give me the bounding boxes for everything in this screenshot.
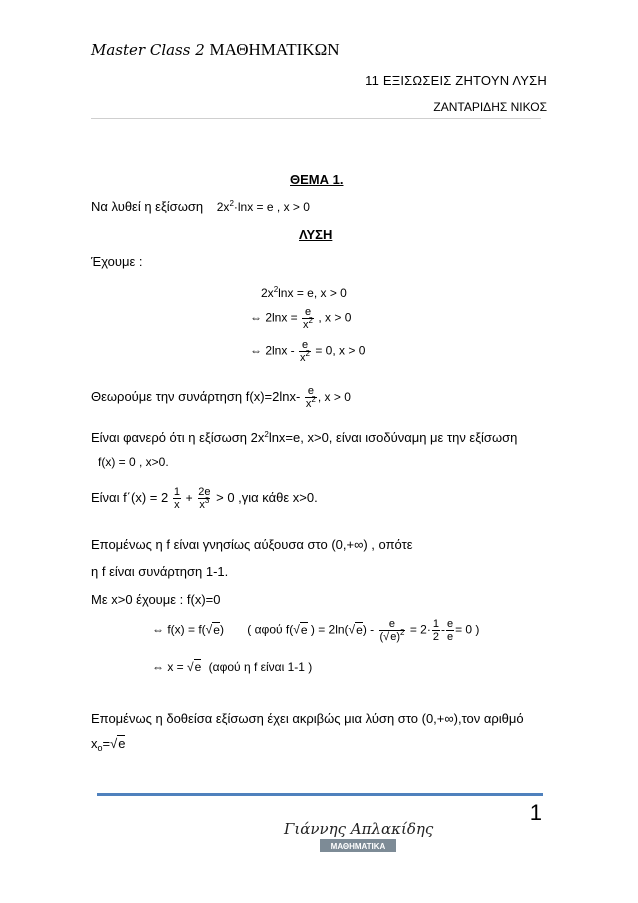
fraction [305, 385, 317, 410]
eq-part: = 2· [409, 622, 431, 637]
radicand: e [300, 622, 308, 637]
footer-divider [97, 793, 543, 796]
radicand: e [118, 736, 126, 751]
den-exp: 2 [311, 395, 316, 404]
eq-part: ) ( αφού f( [219, 622, 294, 637]
frac-num: e [307, 385, 314, 397]
author: ΖΑΝΤΑΡΙΔΗΣ ΝΙΚΟΣ [433, 100, 547, 114]
eq-part: ⇔ 2lnx = [250, 310, 298, 325]
eq-part: = 0 ) [455, 622, 480, 637]
equation-line-2 [152, 660, 312, 674]
sqrt [389, 631, 396, 643]
eq-exp: 2 [273, 285, 279, 294]
conclusion-line: Επομένως η δοθείσα εξίσωση έχει ακριβώς μια λύση στο (0,+∞),τον αριθμό [91, 711, 524, 726]
radicand: e [356, 622, 363, 637]
text-part: Είναι φανερό ότι η εξίσωση 2x [91, 430, 265, 445]
sqrt-symbol: √ [110, 736, 118, 751]
eq-part: ⇔ f(x) = f( [152, 622, 206, 637]
series-title [91, 40, 340, 60]
text-part: + [185, 490, 193, 505]
den-exp: 3 [204, 496, 210, 505]
doc-title: 11 ΕΞΙΣΩΣΕΙΣ ΖΗΤΟΥΝ ΛΥΣΗ [365, 73, 547, 88]
frac-num: 2e [198, 486, 211, 498]
text-part: Είναι f΄(x) = 2 [91, 489, 169, 505]
frac-num: e [301, 339, 309, 351]
series-greek: ΜΑΘΗΜΑΤΙΚΩΝ [209, 40, 340, 59]
fraction [299, 339, 311, 364]
series-latin: Master Class 2 [91, 41, 205, 59]
step-2 [250, 306, 351, 331]
frac-num: 1 [173, 486, 180, 498]
header-divider [91, 118, 541, 119]
eq-part: ⇔ 2lnx - [250, 343, 295, 358]
sqrt [194, 660, 202, 674]
sqrt [355, 623, 363, 637]
text-part: > 0 ,για κάθε x>0. [216, 489, 318, 505]
root-sub: o [97, 743, 103, 753]
sqrt-symbol: √ [205, 622, 213, 637]
eq-part: = 0, x > 0 [315, 343, 366, 358]
text-part: Θεωρούμε την συνάρτηση f(x)=2lnx- [91, 388, 301, 404]
sqrt-symbol: √ [187, 660, 194, 674]
frac-den: 2 [432, 631, 439, 643]
fraction [197, 486, 211, 511]
sqrt [117, 736, 125, 751]
text-part: , x > 0 [317, 389, 351, 404]
eq-part: ) - [362, 622, 375, 637]
frac-den [302, 318, 314, 331]
logo-banner-text: ΜΑΘΗΜΑΤΙΚΑ [330, 842, 386, 851]
frac-num: 1 [432, 618, 439, 630]
eq-part: 2x [216, 200, 230, 214]
problem-statement [91, 199, 310, 214]
frac-den: $(√e)^2$ [379, 628, 405, 643]
eq-part: lnx = e, x > 0 [278, 286, 347, 300]
sqrt-symbol: √ [293, 622, 300, 637]
eq-part: (αφού η f είναι 1-1 ) [208, 660, 313, 674]
sqrt-symbol: √ [383, 631, 390, 643]
frac-num: e [446, 618, 454, 630]
derivative-line [91, 486, 318, 511]
frac-den [299, 351, 311, 364]
monotone-line: Επομένως η f είναι γνησίως αύξουσα στο (0,+∞) , οπότε [91, 537, 413, 552]
root-eq: = [102, 736, 111, 751]
fraction [446, 618, 454, 643]
frac-den: e [446, 631, 454, 643]
injective-line: η f είναι συνάρτηση 1-1. [91, 564, 229, 579]
author-logo [280, 812, 434, 856]
equivalence-text [91, 430, 517, 445]
we-have-text: Έχουμε : [91, 254, 143, 269]
fraction [432, 618, 440, 643]
problem-equation [217, 200, 310, 214]
fraction [302, 306, 314, 331]
fraction [173, 486, 181, 511]
eq-part: - [440, 622, 445, 637]
frac-num: e [304, 306, 312, 318]
sqrt [212, 623, 220, 637]
root-value [91, 736, 125, 751]
radicand: e [194, 660, 202, 674]
step-3 [250, 339, 365, 364]
equivalent-equation: f(x) = 0 , x>0. [98, 455, 169, 469]
page-number: 1 [529, 800, 542, 825]
text-exp: 2 [264, 430, 269, 439]
frac-num: e [388, 618, 396, 630]
radicand: e [213, 622, 220, 637]
den-exp: 2 [308, 316, 313, 325]
sqrt [300, 623, 308, 637]
equation-line-1 [152, 618, 479, 643]
sqrt-symbol: √ [348, 622, 356, 637]
den-base: x [199, 499, 205, 511]
radicand: e [390, 631, 397, 643]
step-1 [261, 286, 347, 300]
root-var: x [91, 736, 98, 751]
den-exp: 2 [305, 349, 310, 358]
den-exp: 2 [400, 628, 405, 637]
eq-part: , x > 0 [318, 310, 352, 325]
eq-part: ) = 2ln( [307, 622, 349, 637]
frac-den [198, 498, 210, 511]
text-part: lnx=e, x>0, είναι ισοδύναμη με την εξίσωση [268, 430, 518, 445]
with-line: Με x>0 έχουμε : f(x)=0 [91, 592, 221, 607]
den-base: x [303, 319, 309, 331]
solution-title: ΛΥΣΗ [299, 227, 333, 242]
den-base: x [305, 398, 312, 410]
logo-signature: Γιάννης Απλακίδης [284, 820, 434, 838]
frac-den [305, 397, 317, 410]
frac-den: x [174, 499, 180, 511]
theme-title: ΘΕΜΑ 1. [290, 172, 344, 187]
fraction [379, 618, 406, 643]
function-definition [91, 385, 351, 410]
eq-part: 2x [261, 286, 274, 300]
problem-prefix: Να λυθεί η εξίσωση [91, 199, 204, 214]
eq-exp: 2 [229, 199, 234, 208]
eq-part: ⇔ x = [152, 660, 184, 674]
eq-part: ·lnx = e , x > 0 [233, 200, 310, 214]
den-base: x [300, 352, 306, 364]
